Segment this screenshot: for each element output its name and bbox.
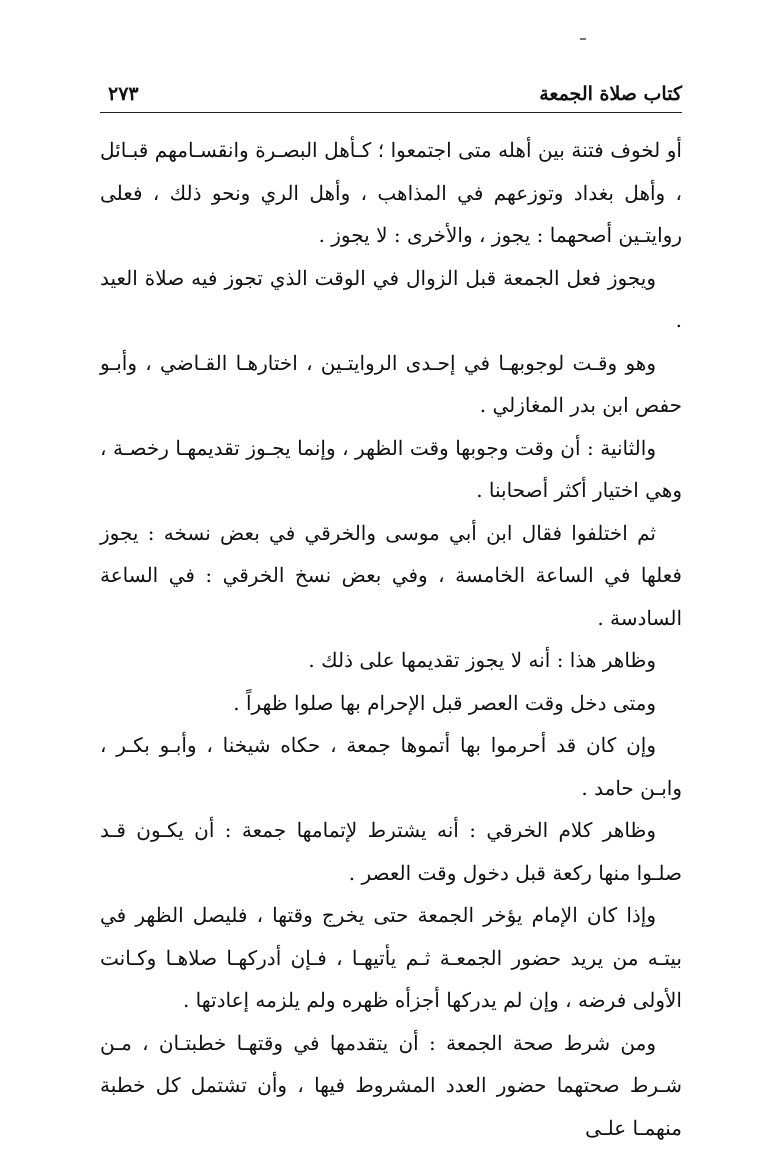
chapter-title: كتاب صلاة الجمعة — [539, 82, 682, 106]
paragraph-8: وإن كان قد أحرموا بها أتموها جمعة ، حكاه شيخنا ، وأبـو بكـر ، وابـن حامد . — [100, 724, 682, 809]
paragraph-11: ومن شرط صحة الجمعة : أن يتقدمها في وقتهـا خطبتـان ، مـن شـرط صحتهما حضور العدد المشروط فيها ، وأن تشتمل كل خطبة منهمـا علـى — [100, 1022, 682, 1149]
scan-mark — [580, 38, 586, 40]
paragraph-7: ومتى دخل وقت العصر قبل الإحرام بها صلوا ظهراً . — [100, 682, 682, 725]
paragraph-5: ثم اختلفوا فقال ابن أبي موسى والخرقي في بعض نسخه : يجوز فعلها في الساعة الخامسة ، وفي بعض نسخ الخرقي : في الساعة السادسة . — [100, 512, 682, 640]
paragraph-3: وهو وقـت لوجوبهـا في إحـدى الروايتـين ، اختارهـا القـاضي ، وأبـو حفص ابن بدر المغازلي . — [100, 342, 682, 427]
paragraph-4: والثانية : أن وقت وجوبها وقت الظهر ، وإنما يجـوز تقديمهـا رخصـة ، وهي اختيار أكثر أصحابنا . — [100, 427, 682, 512]
paragraph-6: وظاهر هذا : أنه لا يجوز تقديمها على ذلك . — [100, 639, 682, 682]
body-text — [100, 129, 682, 1149]
paragraph-2: ويجوز فعل الجمعة قبل الزوال في الوقت الذي تجوز فيه صلاة العيد . — [100, 257, 682, 342]
book-page — [100, 72, 682, 1072]
paragraph-10: وإذا كان الإمام يؤخر الجمعة حتى يخرج وقتها ، فليصل الظهر في بيتـه من يريد حضور الجمعـة ثـم يأتيهـا ، فـإن أدركهـا صلاهـا وكـانت الأولى فرضه ، وإن لم يدركها أجزأه ظهره ولم يلزمه إعادتها . — [100, 894, 682, 1022]
paragraph-9: وظاهر كلام الخرقي : أنه يشترط لإتمامها جمعة : أن يكـون قـد صلـوا منها ركعة قبل دخول وقت العصر . — [100, 809, 682, 894]
running-header — [100, 72, 682, 113]
page-number: ٢٧٣ — [108, 82, 139, 106]
paragraph-1: أو لخوف فتنة بين أهله متى اجتمعوا ؛ كـأهل البصـرة وانقسـامهم قبـائل ، وأهل بغداد وتوزعهم في المذاهب ، وأهل الري ونحو ذلك ، فعلى روايتـين أصحهما : يجوز ، والأخرى : لا يجوز . — [100, 129, 682, 257]
